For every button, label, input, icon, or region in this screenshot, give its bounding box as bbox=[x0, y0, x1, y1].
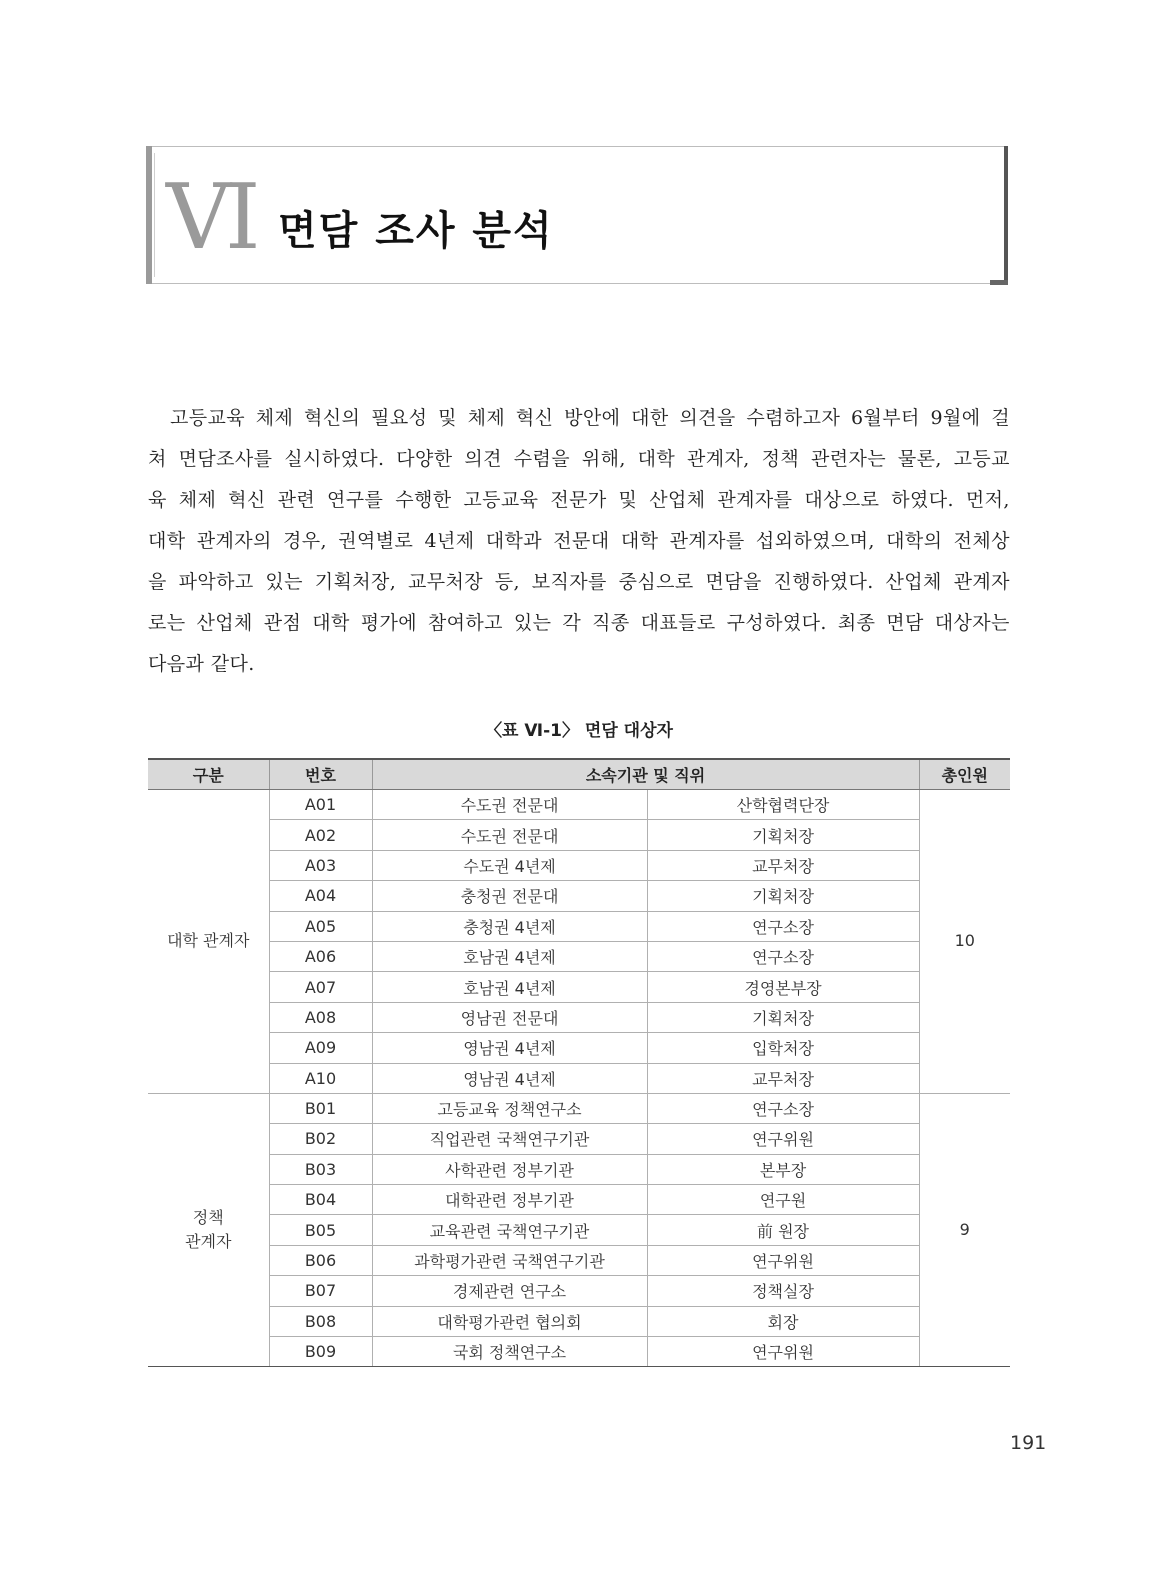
respondent-id-cell: B01 bbox=[269, 1093, 372, 1123]
group-total-cell: 9 bbox=[919, 1093, 1010, 1367]
paragraph-word: 산업체 bbox=[196, 612, 253, 634]
paragraph-word: 연구를 bbox=[327, 489, 384, 511]
paragraph-word: 대학 bbox=[148, 530, 186, 552]
respondent-id-cell: A02 bbox=[269, 820, 372, 850]
header-number: 번호 bbox=[269, 759, 372, 790]
position-cell: 기획처장 bbox=[647, 1002, 919, 1032]
table-row bbox=[148, 1306, 1010, 1336]
respondent-id-cell: A06 bbox=[269, 941, 372, 971]
paragraph-word: 및 bbox=[438, 407, 457, 429]
table-row bbox=[148, 1337, 1010, 1367]
paragraph-word: 로는 bbox=[148, 612, 186, 634]
table-caption: 〈표 Ⅵ-1〉 면담 대상자 bbox=[485, 721, 673, 741]
table-row bbox=[148, 911, 1010, 941]
affiliation-cell: 직업관련 국책연구기관 bbox=[372, 1124, 647, 1154]
paragraph-word: 산업체 bbox=[649, 489, 706, 511]
paragraph-line bbox=[148, 521, 1010, 562]
table-row bbox=[148, 1002, 1010, 1032]
affiliation-cell: 대학평가관련 협의회 bbox=[372, 1306, 647, 1336]
paragraph-word: 실시하였다. bbox=[284, 448, 385, 470]
paragraph-word: 체제 bbox=[178, 489, 217, 511]
paragraph-word: 9월에 bbox=[930, 407, 981, 429]
affiliation-cell: 과학평가관련 국책연구기관 bbox=[372, 1245, 647, 1275]
respondent-id-cell: A07 bbox=[269, 972, 372, 1002]
paragraph-word: 4년제 bbox=[424, 530, 475, 552]
paragraph-word: 혁신의 bbox=[304, 407, 361, 429]
chapter-box-left-bar bbox=[146, 146, 152, 284]
paragraph-word: 교무처장 bbox=[407, 571, 483, 593]
paragraph-word: 대학의 bbox=[886, 530, 943, 552]
table-row bbox=[148, 941, 1010, 971]
paragraph-word: 체제 bbox=[467, 407, 506, 429]
affiliation-cell: 충청권 전문대 bbox=[372, 881, 647, 911]
position-cell: 기획처장 bbox=[647, 881, 919, 911]
paragraph-word: 경우, bbox=[283, 530, 327, 552]
respondent-id-cell: B05 bbox=[269, 1215, 372, 1245]
table-row bbox=[148, 1215, 1010, 1245]
group-name: 대학 관계자 bbox=[167, 931, 250, 951]
table-row bbox=[148, 1185, 1010, 1215]
paragraph-word: 있는 bbox=[513, 612, 552, 634]
group-name-cell bbox=[148, 790, 269, 1094]
paragraph-word: 고등교육 bbox=[463, 489, 539, 511]
paragraph-word: 참여하고 bbox=[427, 612, 503, 634]
table-row bbox=[148, 972, 1010, 1002]
affiliation-cell: 수도권 전문대 bbox=[372, 790, 647, 820]
paragraph-line bbox=[148, 644, 1010, 685]
respondent-id-cell: B08 bbox=[269, 1306, 372, 1336]
paragraph-word: 대학 bbox=[312, 612, 350, 634]
affiliation-cell: 경제관련 연구소 bbox=[372, 1276, 647, 1306]
respondent-id-cell: A10 bbox=[269, 1063, 372, 1093]
paragraph-word: 대표들로 bbox=[640, 612, 716, 634]
respondent-id-cell: B03 bbox=[269, 1154, 372, 1184]
paragraph-line bbox=[148, 439, 1010, 480]
paragraph-word: 먼저, bbox=[965, 489, 1010, 511]
paragraph-word: 관계자의 bbox=[196, 530, 272, 552]
affiliation-cell: 호남권 4년제 bbox=[372, 941, 647, 971]
paragraph-word: 면담조사를 bbox=[178, 448, 273, 470]
position-cell: 기획처장 bbox=[647, 820, 919, 850]
chapter-heading-box bbox=[146, 146, 1008, 284]
affiliation-cell: 교육관련 국책연구기관 bbox=[372, 1215, 647, 1245]
table-row bbox=[148, 1033, 1010, 1063]
paragraph-word: 관련 bbox=[277, 489, 316, 511]
table-header-row bbox=[148, 759, 1010, 790]
paragraph-word: 섭외하였으며, bbox=[755, 530, 875, 552]
respondent-id-cell: A01 bbox=[269, 790, 372, 820]
paragraph-word: 을 bbox=[148, 571, 167, 593]
table-body bbox=[148, 790, 1010, 1367]
paragraph-word: 하였다. bbox=[891, 489, 954, 511]
paragraph-word: 대학과 bbox=[485, 530, 543, 552]
paragraph-word: 및 bbox=[618, 489, 638, 511]
paragraph-word: 육 bbox=[148, 489, 167, 511]
position-cell: 경영본부장 bbox=[647, 972, 919, 1002]
header-category: 구분 bbox=[148, 759, 269, 790]
table-row bbox=[148, 1245, 1010, 1275]
paragraph-word: 고등교육 bbox=[170, 407, 246, 429]
position-cell: 입학처장 bbox=[647, 1033, 919, 1063]
paragraph-word: 등, bbox=[494, 571, 520, 593]
paragraph-word: 전문대 bbox=[553, 530, 610, 552]
respondent-id-cell: B06 bbox=[269, 1245, 372, 1275]
paragraph-word: 수렴을 bbox=[513, 448, 571, 470]
table-row bbox=[148, 820, 1010, 850]
paragraph-word: 직종 bbox=[592, 612, 630, 634]
table-row bbox=[148, 1276, 1010, 1306]
page-number: 191 bbox=[1010, 1432, 1047, 1454]
group-total-cell: 10 bbox=[919, 790, 1010, 1094]
paragraph-word: 쳐 bbox=[148, 448, 167, 470]
group-name: 관계자 bbox=[185, 1232, 232, 1252]
paragraph-line bbox=[148, 480, 1010, 521]
paragraph-word: 혁신 bbox=[228, 489, 266, 511]
paragraph-word: 의견 bbox=[464, 448, 502, 470]
paragraph-word: 관점 bbox=[263, 612, 302, 634]
position-cell: 본부장 bbox=[647, 1154, 919, 1184]
affiliation-cell: 충청권 4년제 bbox=[372, 911, 647, 941]
respondent-id-cell: B07 bbox=[269, 1276, 372, 1306]
paragraph-word: 방안에 bbox=[564, 407, 621, 429]
affiliation-cell: 수도권 전문대 bbox=[372, 820, 647, 850]
paragraph-word: 파악하고 bbox=[178, 571, 254, 593]
group-name: 정책 bbox=[192, 1208, 224, 1228]
paragraph-word: 면담을 bbox=[705, 571, 762, 593]
paragraph-word: 위해, bbox=[581, 448, 626, 470]
affiliation-cell: 사학관련 정부기관 bbox=[372, 1154, 647, 1184]
paragraph-word: 면담 bbox=[886, 612, 924, 634]
position-cell: 연구위원 bbox=[647, 1124, 919, 1154]
respondent-id-cell: A08 bbox=[269, 1002, 372, 1032]
paragraph-line bbox=[148, 398, 1010, 439]
affiliation-cell: 호남권 4년제 bbox=[372, 972, 647, 1002]
affiliation-cell: 대학관련 정부기관 bbox=[372, 1185, 647, 1215]
paragraph-word: 관계자를 bbox=[717, 489, 793, 511]
paragraph-word: 대학 bbox=[620, 530, 659, 552]
paragraph-word: 대학 bbox=[637, 448, 676, 470]
affiliation-cell: 영남권 전문대 bbox=[372, 1002, 647, 1032]
paragraph-word: 각 bbox=[562, 612, 582, 634]
paragraph-word: 걸 bbox=[991, 407, 1010, 429]
chapter-number: VI bbox=[166, 165, 255, 270]
position-cell: 연구위원 bbox=[647, 1245, 919, 1275]
table-row bbox=[148, 790, 1010, 820]
respondent-id-cell: A04 bbox=[269, 881, 372, 911]
position-cell: 정책실장 bbox=[647, 1276, 919, 1306]
paragraph-word: 보직자를 bbox=[531, 571, 607, 593]
table-row bbox=[148, 881, 1010, 911]
header-affiliation: 소속기관 및 직위 bbox=[372, 759, 919, 790]
paragraph-word: 정책 bbox=[761, 448, 800, 470]
respondent-id-cell: B04 bbox=[269, 1185, 372, 1215]
paragraph-word: 권역별로 bbox=[338, 530, 414, 552]
paragraph-word: 관계자를 bbox=[669, 530, 745, 552]
interviewee-table bbox=[148, 758, 1010, 1367]
respondent-id-cell: A09 bbox=[269, 1033, 372, 1063]
position-cell: 회장 bbox=[647, 1306, 919, 1336]
chapter-box-right-bar bbox=[1004, 146, 1008, 284]
paragraph-word: 있는 bbox=[265, 571, 303, 593]
paragraph-word: 중심으로 bbox=[618, 571, 694, 593]
chapter-box-left-rule bbox=[154, 153, 155, 277]
affiliation-cell: 영남권 4년제 bbox=[372, 1063, 647, 1093]
affiliation-cell: 수도권 4년제 bbox=[372, 850, 647, 880]
paragraph-word: 구성하였다. bbox=[726, 612, 827, 634]
respondent-id-cell: B02 bbox=[269, 1124, 372, 1154]
paragraph-word: 혁신 bbox=[515, 407, 554, 429]
group-name-cell bbox=[148, 1093, 269, 1367]
chapter-box-corner-tick bbox=[990, 280, 1008, 285]
affiliation-cell: 영남권 4년제 bbox=[372, 1033, 647, 1063]
paragraph-word: 수행한 bbox=[395, 489, 452, 511]
paragraph-word: 기획처장, bbox=[314, 571, 397, 593]
paragraph-word: 대상자는 bbox=[934, 612, 1010, 634]
paragraph-word: 관계자, bbox=[687, 448, 750, 470]
paragraph-word: 진행하였다. bbox=[773, 571, 874, 593]
paragraph-line bbox=[148, 603, 1010, 644]
paragraph-word: 최종 bbox=[837, 612, 876, 634]
position-cell: 연구소장 bbox=[647, 911, 919, 941]
paragraph-word: 6월부터 bbox=[850, 407, 920, 429]
paragraph-word: 관계자 bbox=[953, 571, 1010, 593]
affiliation-cell: 국회 정책연구소 bbox=[372, 1337, 647, 1367]
respondent-id-cell: A05 bbox=[269, 911, 372, 941]
position-cell: 교무처장 bbox=[647, 1063, 919, 1093]
paragraph-word: 고등교 bbox=[953, 448, 1010, 470]
position-cell: 前 원장 bbox=[647, 1215, 919, 1245]
respondent-id-cell: A03 bbox=[269, 850, 372, 880]
affiliation-cell: 고등교육 정책연구소 bbox=[372, 1093, 647, 1123]
paragraph-word: 관련자는 bbox=[810, 448, 886, 470]
paragraph-word: 다양한 bbox=[396, 448, 453, 470]
paragraph-word: 의견을 bbox=[679, 407, 736, 429]
paragraph-word: 물론, bbox=[897, 448, 942, 470]
header-total: 총인원 bbox=[919, 759, 1010, 790]
table-row bbox=[148, 1154, 1010, 1184]
paragraph-word: 체제 bbox=[255, 407, 294, 429]
intro-paragraph bbox=[148, 398, 1010, 685]
chapter-title: 면담 조사 분석 bbox=[278, 208, 554, 254]
paragraph-word: 전문가 bbox=[550, 489, 607, 511]
paragraph-word: 전체상 bbox=[953, 530, 1010, 552]
paragraph-line bbox=[148, 562, 1010, 603]
paragraph-word: 필요성 bbox=[371, 407, 428, 429]
paragraph-word: 산업체 bbox=[885, 571, 942, 593]
position-cell: 산학협력단장 bbox=[647, 790, 919, 820]
paragraph-word: 다음과 같다. bbox=[148, 653, 255, 675]
table-row bbox=[148, 1063, 1010, 1093]
position-cell: 연구소장 bbox=[647, 1093, 919, 1123]
paragraph-word: 대상으로 bbox=[804, 489, 880, 511]
table-row bbox=[148, 850, 1010, 880]
position-cell: 연구위원 bbox=[647, 1337, 919, 1367]
position-cell: 연구소장 bbox=[647, 941, 919, 971]
paragraph-word: 대한 bbox=[631, 407, 669, 429]
respondent-id-cell: B09 bbox=[269, 1337, 372, 1367]
paragraph-word: 평가에 bbox=[360, 612, 417, 634]
paragraph-word: 수렴하고자 bbox=[746, 407, 841, 429]
table-row bbox=[148, 1124, 1010, 1154]
position-cell: 연구원 bbox=[647, 1185, 919, 1215]
position-cell: 교무처장 bbox=[647, 850, 919, 880]
table-row bbox=[148, 1093, 1010, 1123]
